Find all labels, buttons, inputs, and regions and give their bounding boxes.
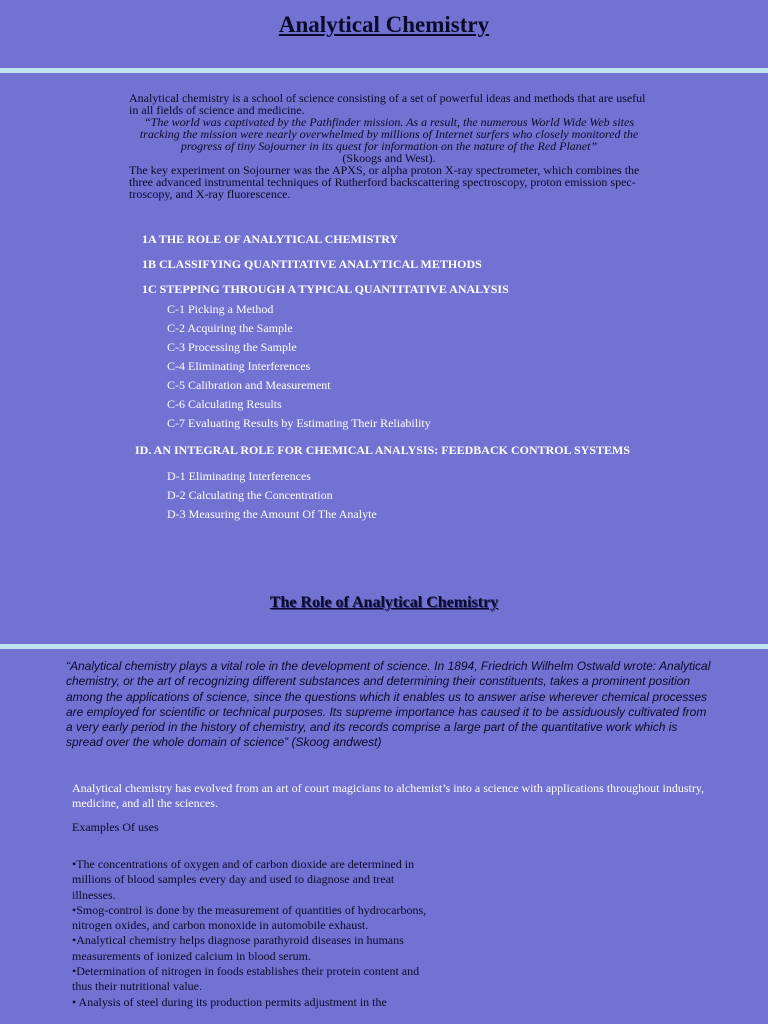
toc-link-c2[interactable]: C-2 Acquiring the Sample	[167, 321, 293, 335]
list-item: •Determination of nitrogen in foods establishes their protein content and thus their nutritional value.	[72, 964, 420, 994]
toc-link-c7[interactable]: C-7 Evaluating Results by Estimating Their Reliability	[167, 416, 431, 430]
uses-list	[72, 857, 432, 1010]
divider-role	[0, 644, 768, 649]
divider-top	[0, 68, 768, 73]
toc-link-d2[interactable]: D-2 Calculating the Concentration	[167, 488, 333, 502]
toc-link-c5[interactable]: C-5 Calibration and Measurement	[167, 378, 331, 392]
intro-paragraph: Analytical chemistry is a school of science consisting of a set of powerful ideas and methods that are useful in all fields of science and medicine.	[129, 91, 646, 117]
toc-link-c3[interactable]: C-3 Processing the Sample	[167, 340, 297, 354]
toc-link-d1[interactable]: D-1 Eliminating Interferences	[167, 469, 311, 483]
toc-link-1a[interactable]: 1A THE ROLE OF ANALYTICAL CHEMISTRY	[142, 232, 399, 246]
sojourner-paragraph: The key experiment on Sojourner was the APXS, or alpha proton X-ray spectrometer, which combines the three advanced instrumental techniques of Rutherford backscattering spectroscopy, proton emission spec-troscopy, and X-ray fluorescence.	[129, 163, 640, 201]
section-title-role: The Role of Analytical Chemistry	[269, 594, 499, 611]
pathfinder-quote: “The world was captivated by the Pathfinder mission. As a result, the numerous World Wide Web sites tracking the mission were nearly overwhelmed by millions of Internet surfers who closely monitored the progress of tiny Sojourner in its quest for information on the nature of the Red Planet”	[139, 115, 639, 153]
toc-link-id[interactable]: ID. AN INTEGRAL ROLE FOR CHEMICAL ANALYSIS: FEEDBACK CONTROL SYSTEMS	[135, 443, 630, 457]
toc-link-d3[interactable]: D-3 Measuring the Amount Of The Analyte	[167, 507, 377, 521]
list-item: •The concentrations of oxygen and of carbon dioxide are determined in millions of blood samples every day and used to diagnose and treat illnesses.	[72, 857, 415, 902]
list-item: •Smog-control is done by the measurement of quantities of hydrocarbons, nitrogen oxides, and carbon monoxide in automobile exhaust.	[72, 902, 427, 933]
toc-link-1c[interactable]: 1C STEPPING THROUGH A TYPICAL QUANTITATIVE ANALYSIS	[142, 282, 509, 296]
list-item: • Analysis of steel during its production permits adjustment in the	[72, 994, 387, 1009]
evolved-paragraph: Analytical chemistry has evolved from an art of court magicians to alchemist’s into a science with applications throughout industry, medicine, and all the sciences.	[72, 781, 705, 810]
toc-link-c1[interactable]: C-1 Picking a Method	[167, 302, 274, 316]
ostwald-quote: “Analytical chemistry plays a vital role in the development of science. In 1894, Friedrich Wilhelm Ostwald wrote: Analytical chemistry, or the art of recognizing different substances and determining their constituents, takes a prominent position among the applications of science, since the questions which it enables us to answer arise wherever chemical processes are employed for scientific or technical purposes. Its supreme importance has caused it to be assiduously cultivated from a very early period in the history of chemistry, and its records comprise a large part of the quantitative work which is spread over the whole domain of science” (Skoog andwest)	[66, 659, 711, 750]
examples-label: Examples Of uses	[72, 820, 159, 834]
list-item: •Analytical chemistry helps diagnose parathyroid diseases in humans measurements of ionized calcium in blood serum.	[72, 933, 404, 963]
toc-link-c6[interactable]: C-6 Calculating Results	[167, 397, 282, 411]
intro-section	[129, 92, 649, 200]
toc-link-c4[interactable]: C-4 Eliminating Interferences	[167, 359, 311, 373]
quote-citation: (Skoogs and West).	[342, 151, 436, 165]
toc-link-1b[interactable]: 1B CLASSIFYING QUANTITATIVE ANALYTICAL METHODS	[142, 257, 482, 271]
page-title: Analytical Chemistry	[278, 12, 490, 37]
